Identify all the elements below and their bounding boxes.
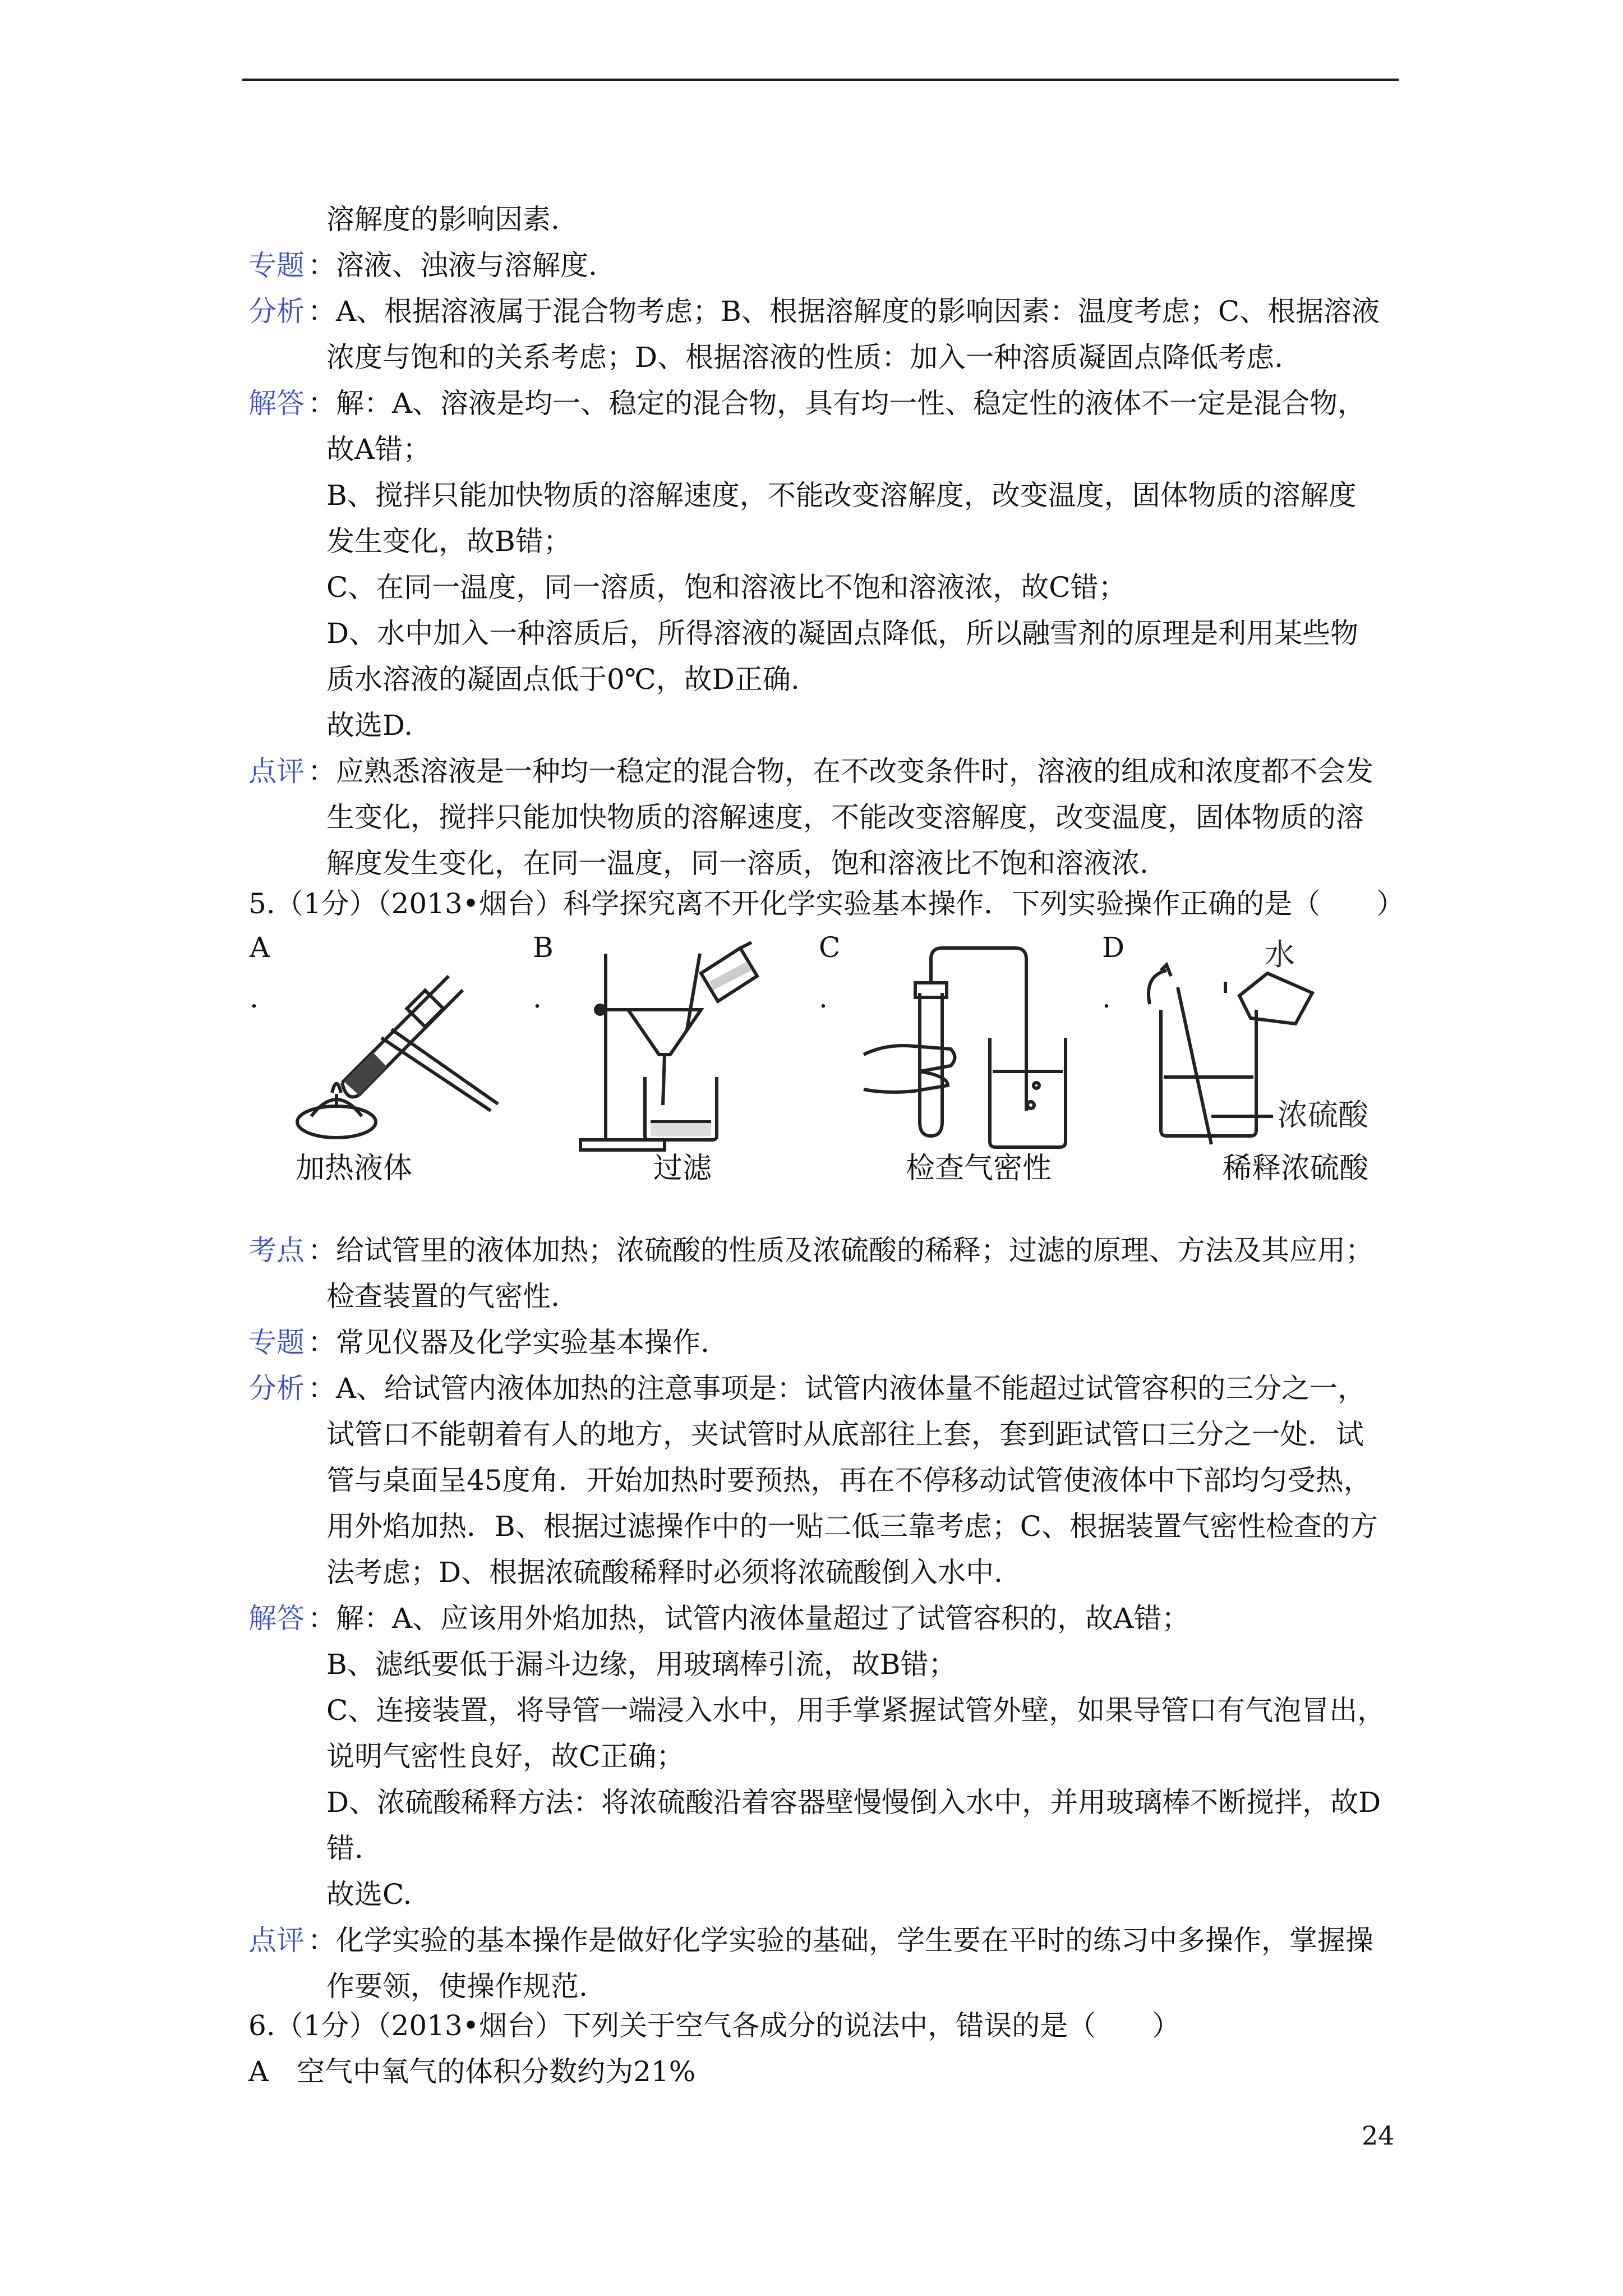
- fenxi-line: ：A、根据溶液属于混合物考虑；B、根据溶解度的影响因素：温度考虑；C、根据溶液: [308, 295, 1380, 328]
- label-zhuanti: 专题: [248, 1326, 305, 1359]
- figure-filtration: [566, 937, 808, 1156]
- jieda-line: C、连接装置，将导管一端浸入水中，用手掌紧握试管外壁，如果导管口有气泡冒出，: [326, 1694, 1386, 1727]
- option-a-letter: A: [250, 931, 270, 964]
- option-b-letter: B: [533, 931, 554, 964]
- zhuanti-text: ：溶液、浊液与溶解度.: [308, 249, 597, 282]
- question-6: [0, 2003, 1623, 2095]
- fenxi-line: 管与桌面呈45度角．开始加热时要预热，再在不停移动试管使液体中下部均匀受热，: [326, 1464, 1372, 1497]
- kaodian-tail: 溶解度的影响因素.: [326, 203, 560, 236]
- option-a-dot: .: [250, 982, 259, 1014]
- kaodian-line: ：给试管里的液体加热；浓硫酸的性质及浓硫酸的稀释；过滤的原理、方法及其应用；: [308, 1234, 1373, 1267]
- fenxi-line: 浓度与饱和的关系考虑；D、根据溶液的性质：加入一种溶质凝固点降低考虑.: [326, 341, 1283, 374]
- caption-c: 检查气密性: [906, 1152, 1052, 1185]
- dianping-line: ：化学实验的基本操作是做好化学实验的基础，学生要在平时的练习中多操作，掌握操: [308, 1924, 1373, 1957]
- question-5-stem: [0, 881, 1623, 927]
- label-fenxi: 分析: [248, 295, 305, 328]
- option-c-letter: C: [819, 931, 841, 964]
- label-water: 水: [1265, 937, 1295, 972]
- label-kaodian: 考点: [248, 1234, 305, 1267]
- figure-heating-liquid: [280, 948, 516, 1150]
- page-number: 24: [1362, 2120, 1395, 2151]
- label-zhuanti: 专题: [248, 249, 305, 282]
- zhuanti-text: ：常见仪器及化学实验基本操作.: [308, 1326, 709, 1359]
- jieda-line: 说明气密性良好，故C正确；: [326, 1740, 685, 1773]
- fenxi-line: ：A、给试管内液体加热的注意事项是：试管内液体量不能超过试管容积的三分之一，: [308, 1372, 1366, 1405]
- q5-option-figures: [0, 931, 1623, 1200]
- jieda-line: D、浓硫酸稀释方法：将浓硫酸沿着容器壁慢慢倒入水中，并用玻璃棒不断搅拌，故D: [326, 1786, 1381, 1819]
- jieda-line: 发生变化，故B错；: [326, 525, 571, 558]
- jieda-line: C、在同一温度，同一溶质，饱和溶液比不饱和溶液浓，故C错；: [326, 571, 1127, 604]
- dianping-line: 解度发生变化，在同一温度，同一溶质，饱和溶液比不饱和溶液浓.: [326, 847, 1149, 880]
- q6-option-a: A 空气中氧气的体积分数约为21%: [248, 2055, 696, 2088]
- label-dianping: 点评: [248, 1924, 305, 1957]
- jieda-line: B、搅拌只能加快物质的溶解速度，不能改变溶解度，改变温度，固体物质的溶解度: [326, 479, 1357, 512]
- dianping-line: 作要领，使操作规范.: [326, 1970, 588, 2003]
- kaodian-line: 检查装置的气密性.: [326, 1280, 560, 1313]
- figure-dilute-acid: [1127, 926, 1374, 1161]
- option-d-letter: D: [1102, 931, 1125, 964]
- q6-stem-text: 6.（1分）（2013•烟台）下列关于空气各成分的说法中，错误的是（ ）: [248, 2009, 1181, 2042]
- label-conc-acid: 浓硫酸: [1278, 1097, 1368, 1133]
- jieda-line: 故选C.: [326, 1878, 412, 1911]
- q5-analysis: [0, 1227, 1623, 2009]
- jieda-line: B、滤纸要低于漏斗边缘，用玻璃棒引流，故B错；: [326, 1648, 957, 1681]
- option-c-dot: .: [819, 982, 828, 1014]
- jieda-line: ：解：A、溶液是均一、稳定的混合物，具有均一性、稳定性的液体不一定是混合物，: [308, 387, 1366, 420]
- caption-a: 加热液体: [296, 1152, 413, 1185]
- label-fenxi: 分析: [248, 1372, 305, 1405]
- figure-airtightness-check: [852, 942, 1094, 1156]
- fenxi-line: 试管口不能朝着有人的地方，夹试管时从底部往上套，套到距试管口三分之一处．试: [326, 1418, 1364, 1451]
- header-rule: [242, 79, 1399, 81]
- label-jieda: 解答: [248, 1602, 305, 1635]
- label-dianping: 点评: [248, 755, 305, 788]
- fenxi-line: 法考虑；D、根据浓硫酸稀释时必须将浓硫酸倒入水中.: [326, 1556, 1003, 1589]
- caption-b: 过滤: [653, 1152, 712, 1185]
- jieda-line: 错.: [326, 1832, 363, 1865]
- prev-question-analysis: [0, 196, 1623, 886]
- jieda-line: D、水中加入一种溶质后，所得溶液的凝固点降低，所以融雪剂的原理是利用某些物: [326, 617, 1359, 650]
- dianping-line: ：应熟悉溶液是一种均一稳定的混合物，在不改变条件时，溶液的组成和浓度都不会发: [308, 755, 1373, 788]
- jieda-line: 质水溶液的凝固点低于0℃，故D正确.: [326, 663, 800, 696]
- caption-d: 稀释浓硫酸: [1223, 1152, 1369, 1185]
- option-b-dot: .: [533, 982, 542, 1014]
- fenxi-line: 用外焰加热．B、根据过滤操作中的一贴二低三靠考虑；C、根据装置气密性检查的方: [326, 1510, 1378, 1543]
- jieda-line: 故A错；: [326, 433, 431, 466]
- jieda-line: ：解：A、应该用外焰加热，试管内液体量超过了试管容积的，故A错；: [308, 1602, 1190, 1635]
- label-jieda: 解答: [248, 387, 305, 420]
- jieda-line: 故选D.: [326, 709, 413, 742]
- dianping-line: 生变化，搅拌只能加快物质的溶解速度，不能改变溶解度，改变温度，固体物质的溶: [326, 801, 1364, 834]
- option-d-dot: .: [1102, 982, 1111, 1014]
- q5-stem-text: 5.（1分）（2013•烟台）科学探究离不开化学实验基本操作．下列实验操作正确的是（ ）: [248, 887, 1405, 920]
